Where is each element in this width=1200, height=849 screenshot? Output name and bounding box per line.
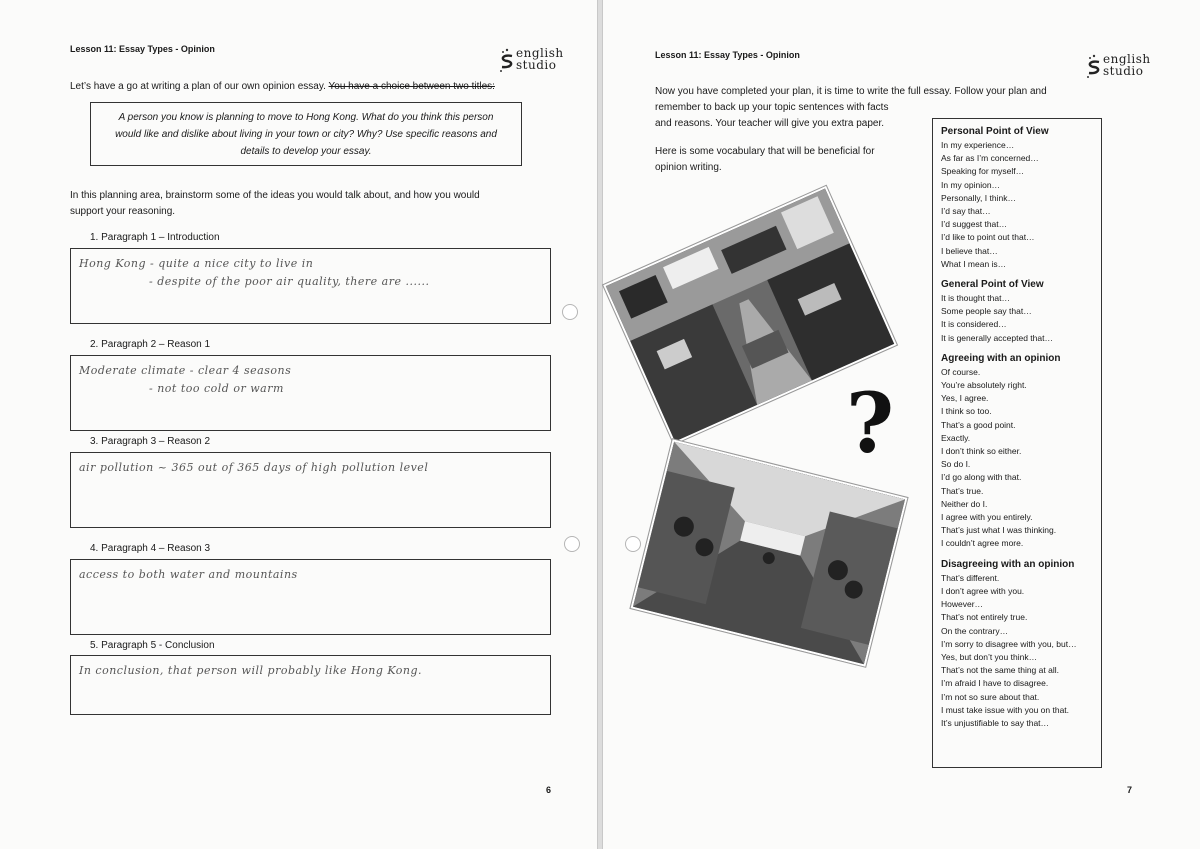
answer-line-2: - despite of the poor air quality, there are ...... xyxy=(149,275,430,288)
vocab-group-general xyxy=(941,278,1093,345)
lesson-title: Lesson 11: Essay Types - Opinion xyxy=(70,44,215,54)
planning-instructions xyxy=(70,188,480,220)
essay-prompt-box xyxy=(90,102,522,166)
vocab-group-title: Disagreeing with an opinion xyxy=(941,558,1075,570)
vocab-item: As far as I’m concerned… xyxy=(941,153,1039,164)
vocab-intro-line-1: Here is some vocabulary that will be beneficial for xyxy=(655,146,875,157)
vocab-item: Speaking for myself… xyxy=(941,166,1025,177)
vocab-item: It is generally accepted that… xyxy=(941,332,1053,343)
vocab-item: I’m afraid I have to disagree. xyxy=(941,678,1049,689)
vocab-item: Some people say that… xyxy=(941,306,1032,317)
vocab-group-agreeing xyxy=(941,352,1093,551)
answer-line-1: Hong Kong - quite a nice city to live in xyxy=(79,257,314,270)
vocab-item: I don’t think so either. xyxy=(941,446,1022,457)
left-page xyxy=(0,0,598,849)
right-intro-line-1: Now you have completed your plan, it is time to write the full essay. Follow your plan and xyxy=(655,86,1047,97)
vocab-item: I’m sorry to disagree with you, but… xyxy=(941,638,1077,649)
english-studio-logo xyxy=(1085,50,1151,84)
vocab-item: It’s unjustifiable to say that… xyxy=(941,717,1050,728)
vocab-item: That’s true. xyxy=(941,485,984,496)
vocab-item: That’s just what I was thinking. xyxy=(941,525,1057,536)
vocab-intro xyxy=(655,144,875,176)
section-heading-2: 2. Paragraph 2 – Reason 1 xyxy=(90,339,211,350)
vocab-intro-line-2: opinion writing. xyxy=(655,162,722,173)
answer-box-reason-1[interactable] xyxy=(70,355,551,431)
binder-hole xyxy=(562,304,578,320)
vocab-item: I’d say that… xyxy=(941,206,991,217)
vocab-item: I believe that… xyxy=(941,245,998,256)
vocab-item: Personally, I think… xyxy=(941,192,1016,203)
vocab-item: Neither do I. xyxy=(941,498,988,509)
vocab-item: So do I. xyxy=(941,459,971,470)
logo-text-bottom: studio xyxy=(516,58,557,72)
answer-box-introduction[interactable] xyxy=(70,248,551,324)
binder-hole xyxy=(625,536,641,552)
right-intro-line-3: and reasons. Your teacher will give you extra paper. xyxy=(655,118,885,129)
section-heading-3: 3. Paragraph 3 – Reason 2 xyxy=(90,436,211,447)
logo-text-bottom: studio xyxy=(1103,64,1144,78)
section-heading-4: 4. Paragraph 4 – Reason 3 xyxy=(90,543,211,554)
vocab-group-personal xyxy=(941,125,1093,271)
page-number: 7 xyxy=(1127,785,1133,795)
planning-line-1: In this planning area, brainstorm some of the ideas you would talk about, and how you would xyxy=(70,190,480,201)
vocab-item: That’s different. xyxy=(941,572,1000,583)
vocab-item: I must take issue with you on that. xyxy=(941,704,1070,715)
binder-hole xyxy=(564,536,580,552)
answer-box-reason-2[interactable] xyxy=(70,452,551,528)
vocab-item: I’d suggest that… xyxy=(941,219,1008,230)
answer-box-reason-3[interactable] xyxy=(70,559,551,635)
vocab-item: That’s a good point. xyxy=(941,419,1016,430)
logo-text-top: english xyxy=(1103,52,1151,66)
intro-paragraph xyxy=(70,79,495,95)
logo-text-top: english xyxy=(516,46,564,60)
vocab-list xyxy=(941,139,1093,271)
vocab-item: That’s not the same thing at all. xyxy=(941,665,1059,676)
essay-prompt: A person you know is planning to move to Hong Kong. What do you think this person would like and dislike about living in your town or city? Why? Use specific reasons and details to develop your essay. xyxy=(115,112,497,157)
vocab-item: You’re absolutely right. xyxy=(941,380,1027,391)
right-intro-line-2: remember to back up your topic sentences with facts xyxy=(655,102,889,113)
vocab-item: Of course. xyxy=(941,366,981,377)
vocab-item: Exactly. xyxy=(941,432,971,443)
vocab-item: I think so too. xyxy=(941,406,992,417)
section-heading-5: 5. Paragraph 5 - Conclusion xyxy=(90,640,215,651)
vocab-item: What I mean is… xyxy=(941,258,1007,269)
page-number: 6 xyxy=(546,785,552,795)
logo-swirl-icon xyxy=(498,48,516,74)
vocab-item: On the contrary… xyxy=(941,625,1009,636)
vocab-item: That’s not entirely true. xyxy=(941,612,1028,623)
answer-line-1: access to both water and mountains xyxy=(79,568,298,581)
vocab-list xyxy=(941,572,1093,730)
vocab-item: I’d go along with that. xyxy=(941,472,1022,483)
vocab-item: It is considered… xyxy=(941,319,1007,330)
vocab-item: Yes, but don’t you think… xyxy=(941,651,1038,662)
answer-line-2: - not too cold or warm xyxy=(149,382,284,395)
vocab-item: It is thought that… xyxy=(941,293,1010,304)
vocab-list xyxy=(941,366,1093,551)
question-mark-icon: ? xyxy=(846,376,895,472)
vocab-item: I don’t agree with you. xyxy=(941,585,1025,596)
english-studio-logo xyxy=(498,44,564,78)
vocab-item: In my experience… xyxy=(941,140,1015,150)
intro-text: Let’s have a go at writing a plan of our own opinion essay. xyxy=(70,81,329,92)
section-heading-1: 1. Paragraph 1 – Introduction xyxy=(90,232,220,243)
answer-line-1: Moderate climate - clear 4 seasons xyxy=(79,364,292,377)
vocab-item: In my opinion… xyxy=(941,179,1001,190)
vocab-item: I’d like to point out that… xyxy=(941,232,1035,243)
vocab-item: I couldn’t agree more. xyxy=(941,538,1024,549)
planning-line-2: support your reasoning. xyxy=(70,206,176,217)
vocab-group-title: Personal Point of View xyxy=(941,126,1049,137)
vocab-group-title: Agreeing with an opinion xyxy=(941,352,1061,364)
answer-line-1: air pollution ~ 365 out of 365 days of high pollution level xyxy=(79,461,429,474)
vocab-group-title: General Point of View xyxy=(941,279,1044,291)
vocab-item: However… xyxy=(941,599,984,610)
vocab-list xyxy=(941,292,1093,345)
vocabulary-box xyxy=(932,118,1102,768)
vocab-item: I agree with you entirely. xyxy=(941,512,1033,523)
intro-struck-text: You have a choice between two titles: xyxy=(328,81,495,92)
vocab-item: Yes, I agree. xyxy=(941,393,989,404)
logo-swirl-icon xyxy=(1085,54,1103,80)
answer-box-conclusion[interactable] xyxy=(70,655,551,715)
answer-line-1: In conclusion, that person will probably like Hong Kong. xyxy=(79,664,423,677)
vocab-item: I’m not so sure about that. xyxy=(941,691,1040,702)
lesson-title: Lesson 11: Essay Types - Opinion xyxy=(655,50,800,60)
vocab-group-disagreeing xyxy=(941,558,1093,730)
